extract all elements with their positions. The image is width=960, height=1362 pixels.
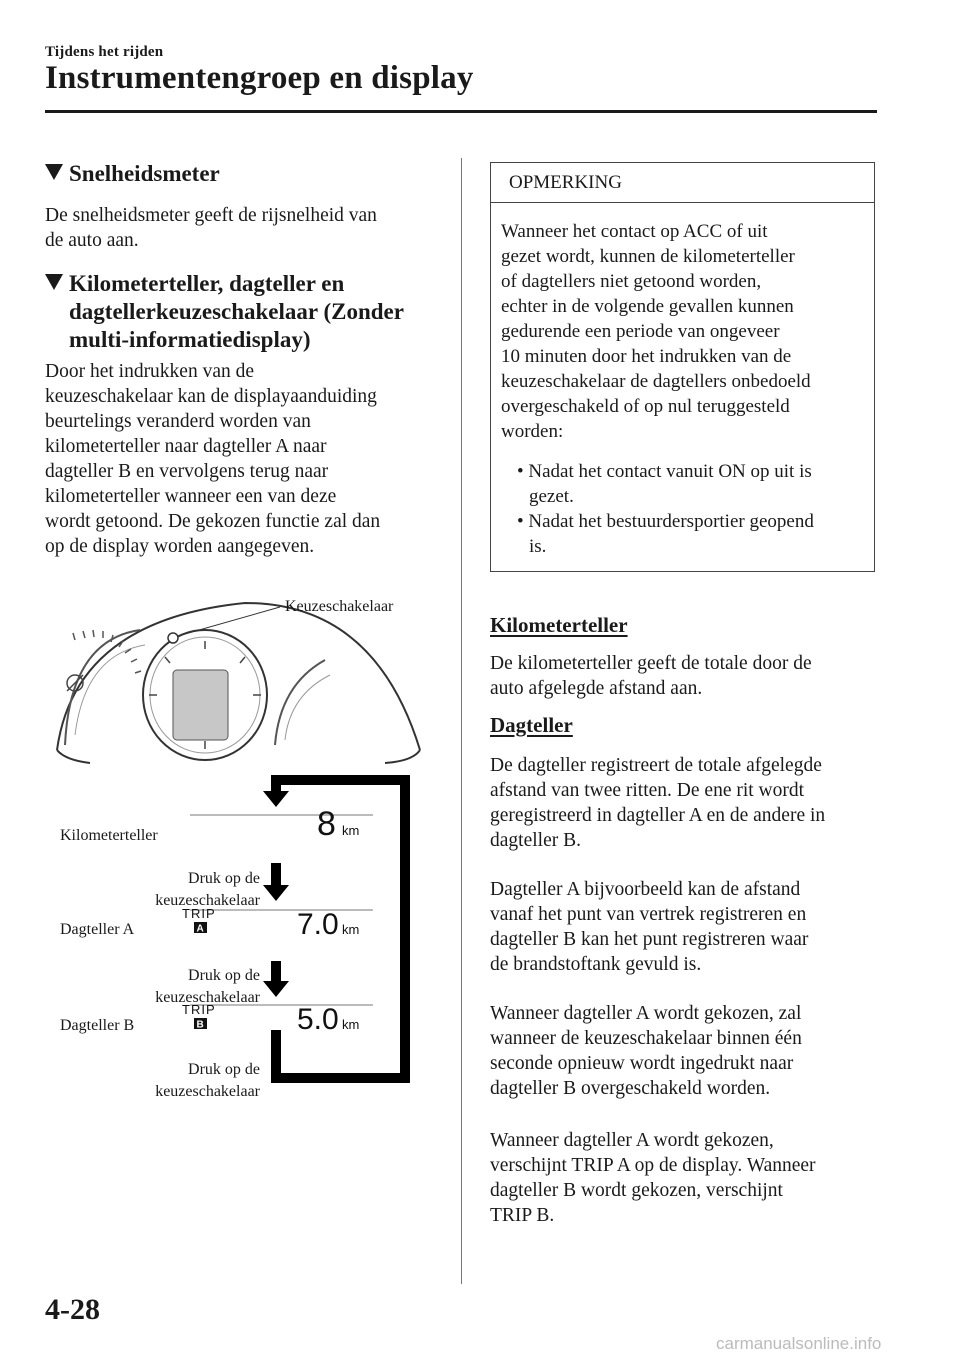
speedometer-heading: Snelheidsmeter: [45, 160, 440, 188]
down-arrow-icon: [263, 961, 289, 997]
triangle-bullet-icon: [45, 164, 63, 180]
selector-label: Keuzeschakelaar: [285, 598, 394, 615]
trip-a-label: Dagteller A: [60, 921, 135, 938]
page-title: Instrumentengroep en display: [45, 60, 474, 96]
up-arrow-icon: [271, 1030, 281, 1083]
note-bullet-2: • Nadat het bestuurdersportier geopend is.: [517, 511, 814, 557]
odometer-heading: Kilometerteller, dagteller en dagtellerkeuzeschakelaar (Zonder multi-informatiedisplay): [45, 270, 440, 354]
section-label: Tijdens het rijden: [45, 44, 164, 60]
press-instruction-1: Druk op de keuzeschakelaar: [155, 870, 260, 909]
svg-text:TRIP: TRIP: [182, 1002, 216, 1017]
press-instruction-2: Druk op de keuzeschakelaar: [155, 967, 260, 1006]
odometer-text: De kilometerteller geeft de totale door de auto afgelegde afstand aan.: [490, 653, 812, 699]
note-bullet-1: • Nadat het contact vanuit ON op uit is gezet.: [517, 461, 812, 507]
odometer-unit: km: [342, 823, 360, 838]
header-rule: [45, 110, 877, 113]
trip-b-reading: 5.0: [297, 1003, 339, 1036]
odometer-description: Door het indrukken van de keuzeschakelaar kan de displayaanduiding beurtelings veranderd worden van kilometerteller naar dagteller A naar dagteller B en vervolgens terug naar kilometerteller wanneer een van deze wordt getoond. De gekozen functie zal dan op de display worden aangegeven.: [45, 361, 381, 557]
trip-a-unit: km: [342, 922, 360, 937]
trip-meter-subheading: Dagteller: [490, 713, 573, 737]
down-arrow-icon: [263, 863, 289, 901]
trip-paragraph-2: Dagteller A bijvoorbeeld kan de afstand vanaf het punt van vertrek registreren en dagteller B kan het punt registreren waar de brandstoftank gevuld is.: [490, 879, 809, 975]
page-number: 4-28: [45, 1293, 100, 1326]
trip-a-reading: 7.0: [297, 908, 339, 941]
odometer-subheading: Kilometerteller: [490, 613, 628, 637]
trip-b-unit: km: [342, 1017, 360, 1032]
svg-text:B: B: [196, 1019, 204, 1031]
svg-text:TRIP: TRIP: [182, 906, 216, 921]
selector-knob-icon: [168, 633, 178, 643]
lcd-display: [173, 670, 228, 740]
speedometer-text: De snelheidsmeter geeft de rijsnelheid van de auto aan.: [45, 205, 377, 251]
note-box: [490, 162, 875, 572]
note-title: OPMERKING: [491, 163, 874, 203]
trip-b-label: Dagteller B: [60, 1017, 135, 1034]
trip-paragraph-3: Wanneer dagteller A wordt gekozen, zal wanneer de keuzeschakelaar binnen één seconde opnieuw wordt ingedrukt naar dagteller B overgeschakeld worden.: [490, 1003, 802, 1099]
odometer-reading: 8: [317, 805, 336, 843]
svg-text:A: A: [196, 923, 204, 935]
note-text: Wanneer het contact op ACC of uit gezet wordt, kunnen de kilometerteller of dagtellers niet getoond worden, echter in de volgende gevallen kunnen gedurende een periode van ongeveer 10 minuten door het indrukken van de keuzeschakelaar de dagtellers onbedoeld overgeschakeld of op nul teruggesteld worden:: [501, 221, 811, 442]
press-instruction-3: Druk op de keuzeschakelaar: [155, 1061, 260, 1100]
trip-paragraph-1: De dagteller registreert de totale afgelegde afstand van twee ritten. De ene rit wordt geregistreerd in dagteller A en de andere in dagteller B.: [490, 755, 826, 851]
triangle-bullet-icon: [45, 274, 63, 290]
watermark: carmanualsonline.info: [716, 1334, 882, 1353]
trip-paragraph-4: Wanneer dagteller A wordt gekozen, verschijnt TRIP A op de display. Wanneer dagteller B wordt gekozen, verschijnt TRIP B.: [490, 1130, 816, 1226]
odometer-label: Kilometerteller: [60, 827, 158, 844]
